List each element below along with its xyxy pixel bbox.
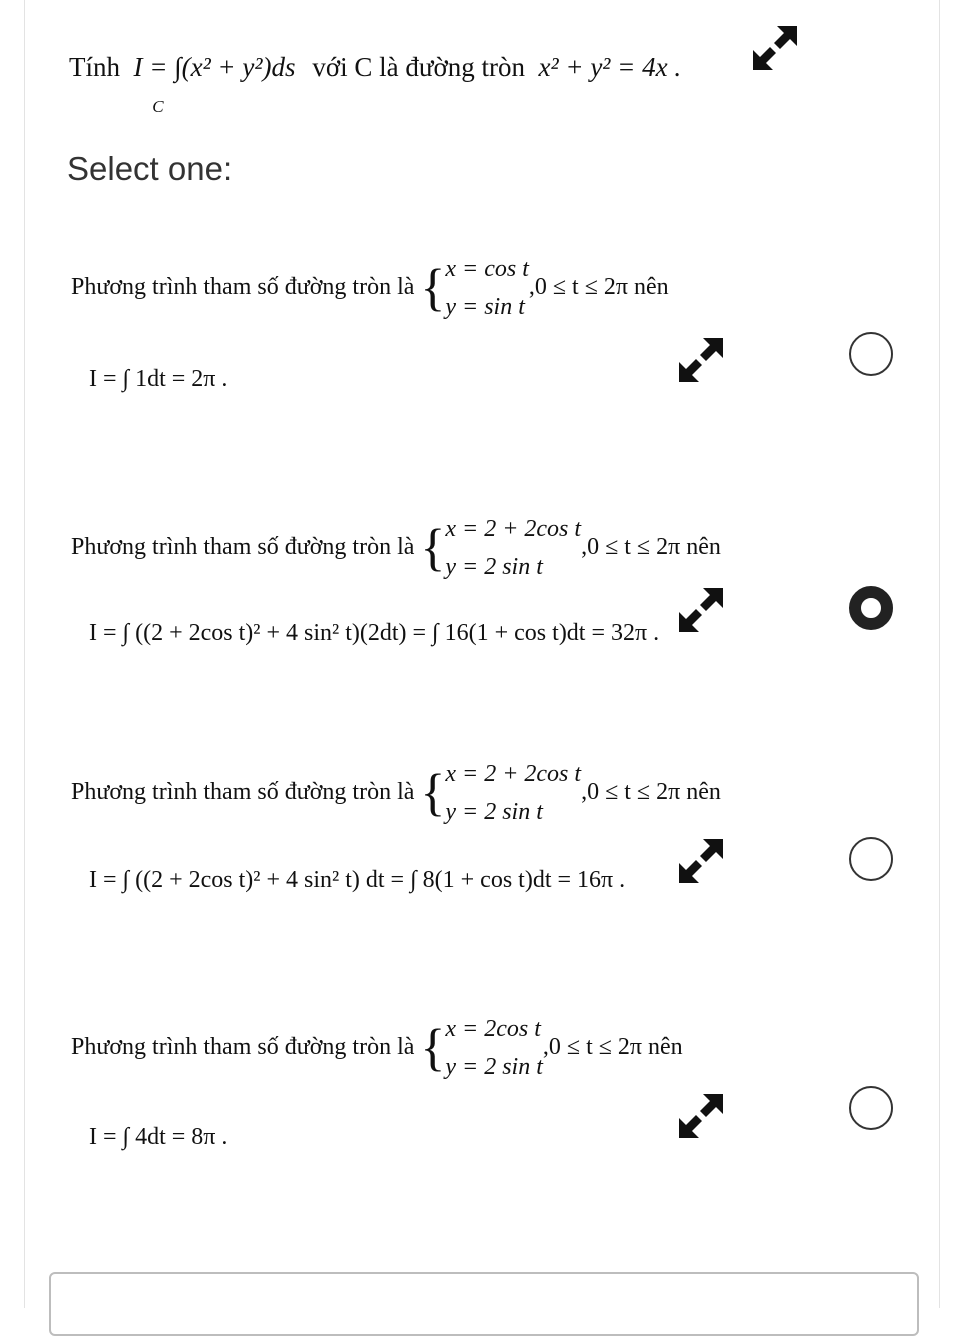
expand-icon[interactable] — [677, 837, 725, 885]
option-3-system — [445, 755, 581, 832]
option-3-intro: Phương trình tham số đường tròn là — [71, 778, 415, 805]
option-2-radio[interactable] — [849, 586, 893, 630]
option-3-range: ,0 ≤ t ≤ 2π nên — [581, 778, 721, 805]
option-1-system — [445, 250, 529, 327]
question-card — [24, 0, 940, 1308]
brace: { — [420, 764, 446, 822]
brace: { — [420, 1019, 446, 1077]
option-4-eq-x: x = 2cos t — [445, 1016, 541, 1042]
option-1-intro: Phương trình tham số đường tròn là — [71, 273, 415, 300]
option-4-range: ,0 ≤ t ≤ 2π nên — [542, 1033, 683, 1060]
option-4-line2: I = ∫ 4dt = 8π . — [89, 1124, 228, 1150]
option-1-line2: I = ∫ 1dt = 2π . — [89, 366, 228, 392]
expand-icon[interactable] — [677, 586, 725, 634]
option-1-line1 — [71, 250, 669, 327]
expand-icon[interactable] — [751, 24, 799, 72]
question-subscript: C — [152, 97, 164, 116]
option-2-system — [445, 510, 581, 587]
question-curve: x² + y² = 4x . — [538, 52, 682, 82]
option-3-eq-x: x = 2 + 2cos t — [445, 761, 582, 787]
option-4-radio[interactable] — [849, 1086, 893, 1130]
question-text — [69, 52, 682, 116]
option-3-line1 — [71, 755, 721, 832]
option-4-system — [445, 1010, 543, 1087]
question-prefix: Tính — [69, 52, 120, 82]
option-2-line1 — [71, 510, 721, 587]
option-3-radio[interactable] — [849, 837, 893, 881]
option-2-line2: I = ∫ ((2 + 2cos t)² + 4 sin² t)(2dt) = ∫ 16(1 + cos t)dt = 32π . — [89, 620, 660, 646]
option-1-eq-x: x = cos t — [445, 256, 529, 282]
option-4-line1 — [71, 1010, 683, 1087]
option-1-eq-y: y = sin t — [445, 294, 525, 321]
question-integral: I = ∫(x² + y²)ds — [133, 52, 296, 82]
option-3-line2: I = ∫ ((2 + 2cos t)² + 4 sin² t) dt = ∫ 8(1 + cos t)dt = 16π . — [89, 867, 626, 893]
option-2-range: ,0 ≤ t ≤ 2π nên — [581, 533, 721, 560]
expand-icon[interactable] — [677, 336, 725, 384]
select-one-label: Select one: — [67, 150, 233, 187]
option-4-eq-y: y = 2 sin t — [445, 1054, 543, 1081]
option-1-range: ,0 ≤ t ≤ 2π nên — [528, 273, 669, 300]
brace: { — [420, 519, 446, 577]
option-2-intro: Phương trình tham số đường tròn là — [71, 533, 415, 560]
option-2-eq-x: x = 2 + 2cos t — [445, 516, 582, 542]
brace: { — [420, 259, 446, 317]
expand-icon[interactable] — [677, 1092, 725, 1140]
option-2-eq-y: y = 2 sin t — [445, 554, 543, 581]
option-3-eq-y: y = 2 sin t — [445, 799, 543, 826]
option-4-intro: Phương trình tham số đường tròn là — [71, 1033, 415, 1060]
option-1-radio[interactable] — [849, 332, 893, 376]
question-middle: với C là đường tròn — [312, 52, 526, 82]
next-section-box — [49, 1272, 919, 1336]
